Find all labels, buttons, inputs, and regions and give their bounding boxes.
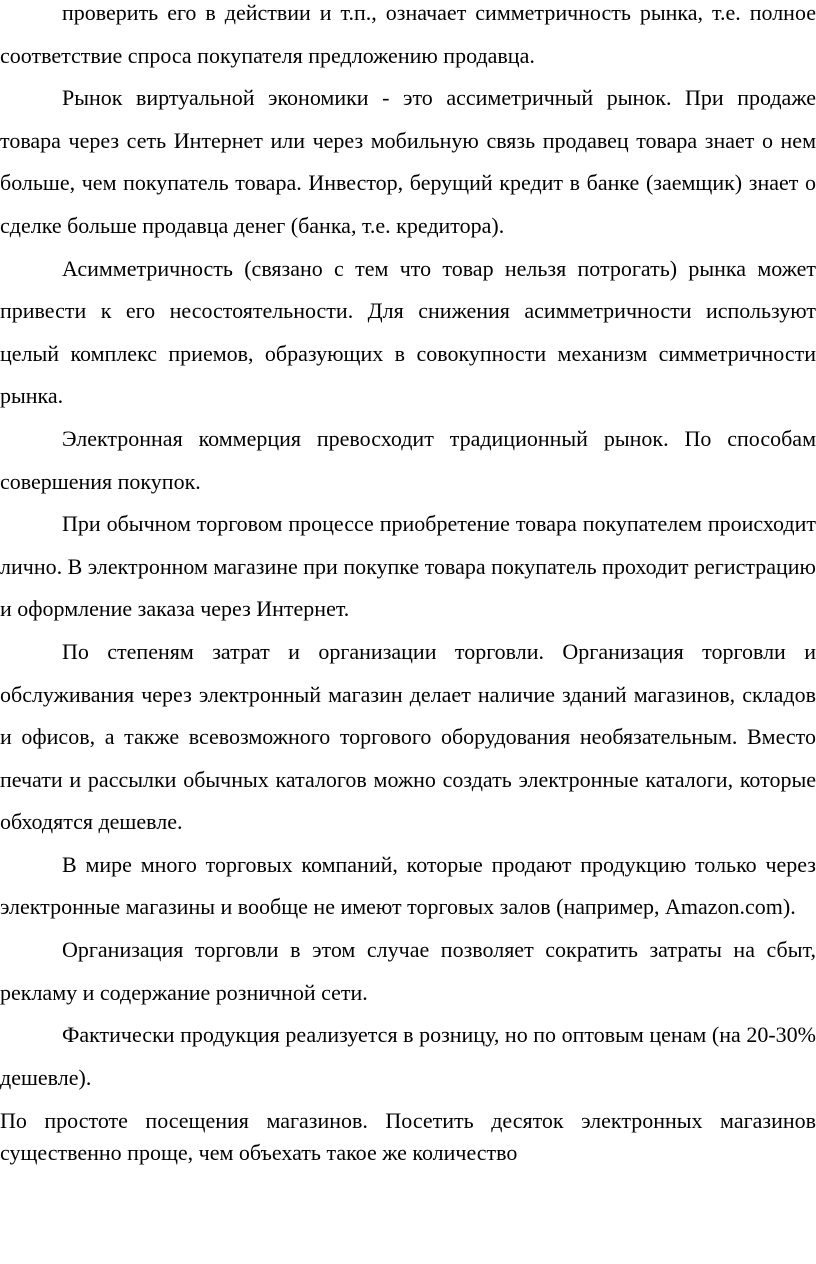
paragraph-costs: По степеням затрат и организации торговли. Организация торговли и обслуживания через электронный магазин делает наличие зданий магазинов, складов и офисов, а также всевозможного торгового оборудования необязательным. Вместо печати и рассылки обычных каталогов можно создать электронные каталоги, которые обходятся дешевле.	[0, 638, 816, 835]
paragraph-symmetry-definition: проверить его в действии и т.п., означает симметричность рынка, т.е. полное соответствие спроса покупателя предложению продавца.	[0, 0, 816, 68]
paragraph-online-only-companies: В мире много торговых компаний, которые продают продукцию только через электронные магазины и вообще не имеют торговых залов (например, Amazon.com).	[0, 851, 816, 920]
paragraph-virtual-economy: Рынок виртуальной экономики - это ассиметричный рынок. При продаже товара через сеть Интернет или через мобильную связь продавец товара знает о нем больше, чем покупатель товара. Инвестор, берущий кредит в банке (заемщик) знает о сделке больше продавца денег (банка, т.е. кредитора).	[0, 85, 816, 238]
paragraph-ease-of-visiting: По простоте посещения магазинов. Посетить десяток электронных магазинов существенно проще, чем объехать такое же количество	[0, 1108, 816, 1166]
paragraph-ecommerce-advantage: Электронная коммерция превосходит традиционный рынок. По способам совершения покупок.	[0, 425, 816, 494]
paragraph-purchase-process: При обычном торговом процессе приобретение товара покупателем происходит лично. В электронном магазине при покупке товара покупатель проходит регистрацию и оформление заказа через Интернет.	[0, 511, 816, 622]
paragraph-cost-reduction: Организация торговли в этом случае позволяет сократить затраты на сбыт, рекламу и содержание розничной сети.	[0, 937, 816, 1005]
paragraph-wholesale-prices: Фактически продукция реализуется в розницу, но по оптовым ценам (на 20-30% дешевле).	[0, 1022, 816, 1090]
paragraph-asymmetry: Асимметричность (связано с тем что товар нельзя потрогать) рынка может привести к его несостоятельности. Для снижения асимметричности используют целый комплекс приемов, образующих в совокупности механизм симметричности рынка.	[0, 255, 816, 409]
